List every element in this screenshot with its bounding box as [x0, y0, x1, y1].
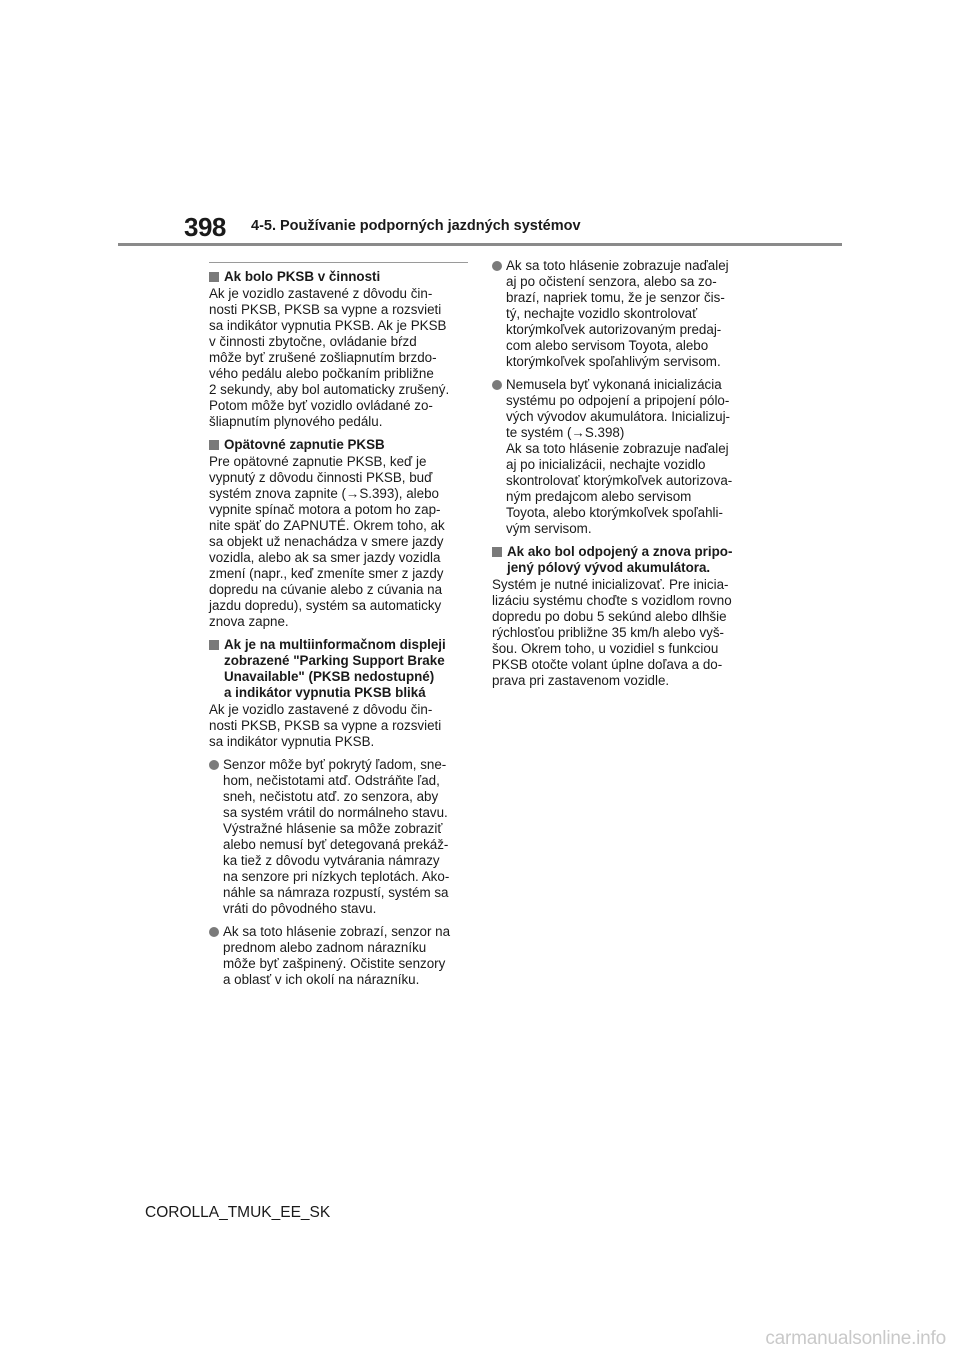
- text-line: vého pedálu alebo počkaním približne: [209, 366, 434, 381]
- text-line: Ak je vozidlo zastavené z dôvodu čin-: [209, 286, 433, 301]
- text-line: Pre opätovné zapnutie PKSB, keď je: [209, 454, 427, 469]
- bullet-item: [492, 258, 748, 370]
- section-pksb-unavailable: [209, 637, 465, 750]
- chapter-title: 4-5. Používanie podporných jazdných systémov: [251, 218, 581, 234]
- text-line: zobrazené "Parking Support Brake: [224, 653, 445, 668]
- text-line: aj po očistení senzora, alebo sa zo-: [506, 274, 717, 289]
- text-line: aj po inicializácii, nechajte vozidlo: [506, 457, 706, 472]
- bullet-item: [492, 377, 748, 537]
- section-text: [209, 454, 465, 630]
- section-battery-reconnect: [492, 544, 748, 689]
- text-line: vypnite spínač motora a potom ho zap-: [209, 502, 441, 517]
- text-line: PKSB otočte volant úplne doľava a do-: [492, 657, 723, 672]
- text-line: na senzore pri nízkych teplotách. Ako-: [223, 869, 450, 884]
- text-line: 2 sekundy, aby bol automaticky zrušený.: [209, 382, 450, 397]
- text-line: te systém (→S.398): [506, 425, 625, 440]
- section-divider: [209, 262, 468, 263]
- text-line: skontrolovať ktorýmkoľvek autorizova-: [506, 473, 733, 488]
- text-line: zmení (napr., keď zmeníte smer z jazdy: [209, 566, 444, 581]
- text-line: sa indikátor vypnutia PKSB. Ak je PKSB: [209, 318, 447, 333]
- text-line: v činnosti zbytočne, ovládanie bŕzd: [209, 334, 417, 349]
- text-line: šliapnutím plynového pedálu.: [209, 414, 383, 429]
- text-line: vozidla, alebo ak sa smer jazdy vozidla: [209, 550, 441, 565]
- text-line: Ak sa toto hlásenie zobrazí, senzor na: [223, 924, 451, 939]
- section-pksb-active: [209, 269, 465, 430]
- text-line: Potom môže byť vozidlo ovládané zo-: [209, 398, 433, 413]
- text-line: jený pólový vývod akumulátora.: [507, 560, 711, 575]
- text-line: hom, nečistotami atď. Odstráňte ľad,: [223, 773, 440, 788]
- text-line: šou. Okrem toho, u vozidiel s funkciou: [492, 641, 719, 656]
- text-line: ným predajcom alebo servisom: [506, 489, 692, 504]
- right-column: [492, 258, 748, 696]
- section-heading: Ak bolo PKSB v činnosti: [209, 269, 465, 285]
- text-line: vým servisom.: [506, 521, 592, 536]
- watermark: carmanualsonline.info: [765, 1328, 946, 1349]
- text-line: Nemusela byť vykonaná inicializácia: [506, 377, 722, 392]
- text-line: prednom alebo zadnom nárazníku: [223, 940, 427, 955]
- text-line: com alebo servisom Toyota, alebo: [506, 338, 709, 353]
- left-column: [209, 262, 465, 995]
- text-line: ktorýmkoľvek spoľahlivým servisom.: [506, 354, 721, 369]
- text-line: ktorýmkoľvek autorizovaným predaj-: [506, 322, 722, 337]
- text-line: dopredu na cúvanie alebo z cúvania na: [209, 582, 443, 597]
- text-line: systému po odpojení a pripojení pólo-: [506, 393, 730, 408]
- text-line: náhle sa námraza rozpustí, systém sa: [223, 885, 449, 900]
- section-pksb-reenable: [209, 437, 465, 630]
- text-line: nosti PKSB, PKSB sa vypne a rozsvieti: [209, 302, 442, 317]
- bullet-item: [209, 924, 465, 988]
- section-heading: Opätovné zapnutie PKSB: [209, 437, 465, 453]
- text-line: a oblasť v ich okolí na nárazníku.: [223, 972, 420, 987]
- text-line: vráti do pôvodného stavu.: [223, 901, 377, 916]
- text-line: a indikátor vypnutia PKSB bliká: [224, 685, 426, 700]
- text-line: lizáciu systému choďte s vozidlom rovno: [492, 593, 732, 608]
- text-line: jazdu dopredu), systém sa automaticky: [209, 598, 442, 613]
- text-line: Unavailable" (PKSB nedostupné): [224, 669, 435, 684]
- text-line: Ak sa toto hlásenie zobrazuje naďalej: [506, 258, 729, 273]
- text-line: rýchlosťou približne 35 km/h alebo vyš-: [492, 625, 725, 640]
- text-line: znova zapne.: [209, 614, 289, 629]
- text-line: Toyota, alebo ktorýmkoľvek spoľahli-: [506, 505, 723, 520]
- text-line: sa indikátor vypnutia PKSB.: [209, 734, 375, 749]
- text-line: prava pri zastavenom vozidle.: [492, 673, 670, 688]
- text-line: Ak je na multiinformačnom displeji: [224, 637, 446, 652]
- text-line: Ak ako bol odpojený a znova pripo-: [507, 544, 733, 559]
- text-line: Systém je nutné inicializovať. Pre inicia-: [492, 577, 729, 592]
- section-text: [492, 577, 748, 689]
- text-line: ka tiež z dôvodu vytvárania námrazy: [223, 853, 440, 868]
- section-heading: [209, 637, 465, 701]
- section-heading: [492, 544, 748, 576]
- text-line: vypnutý z dôvodu činnosti PKSB, buď: [209, 470, 433, 485]
- text-line: alebo nemusí byť detegovaná prekáž-: [223, 837, 449, 852]
- text-line: Senzor môže byť pokrytý ľadom, sne-: [223, 757, 447, 772]
- text-line: brazí, napriek tomu, že je senzor čis-: [506, 290, 725, 305]
- text-line: Ak je vozidlo zastavené z dôvodu čin-: [209, 702, 433, 717]
- text-line: sa systém vrátil do normálneho stavu.: [223, 805, 448, 820]
- text-line: Ak sa toto hlásenie zobrazuje naďalej: [506, 441, 729, 456]
- text-line: sa objekt už nenachádza v smere jazdy: [209, 534, 444, 549]
- text-line: dopredu po dobu 5 sekúnd alebo dlhšie: [492, 609, 727, 624]
- page-number: 398: [184, 212, 226, 242]
- bullet-item: [209, 757, 465, 917]
- text-line: nite späť do ZAPNUTÉ. Okrem toho, ak: [209, 518, 445, 533]
- text-line: môže byť zrušené zošliapnutím brzdo-: [209, 350, 437, 365]
- text-line: vých vývodov akumulátora. Inicializuj-: [506, 409, 731, 424]
- document-code: COROLLA_TMUK_EE_SK: [145, 1204, 331, 1221]
- text-line: nosti PKSB, PKSB sa vypne a rozsvieti: [209, 718, 442, 733]
- text-line: sneh, nečistotu atď. zo senzora, aby: [223, 789, 439, 804]
- section-text: [209, 702, 465, 750]
- section-text: [209, 286, 465, 430]
- header-rule: [118, 243, 842, 246]
- text-line: Výstražné hlásenie sa môže zobraziť: [223, 821, 443, 836]
- text-line: môže byť zašpinený. Očistite senzory: [223, 956, 446, 971]
- text-line: systém znova zapnite (→S.393), alebo: [209, 486, 439, 501]
- text-line: tý, nechajte vozidlo skontrolovať: [506, 306, 698, 321]
